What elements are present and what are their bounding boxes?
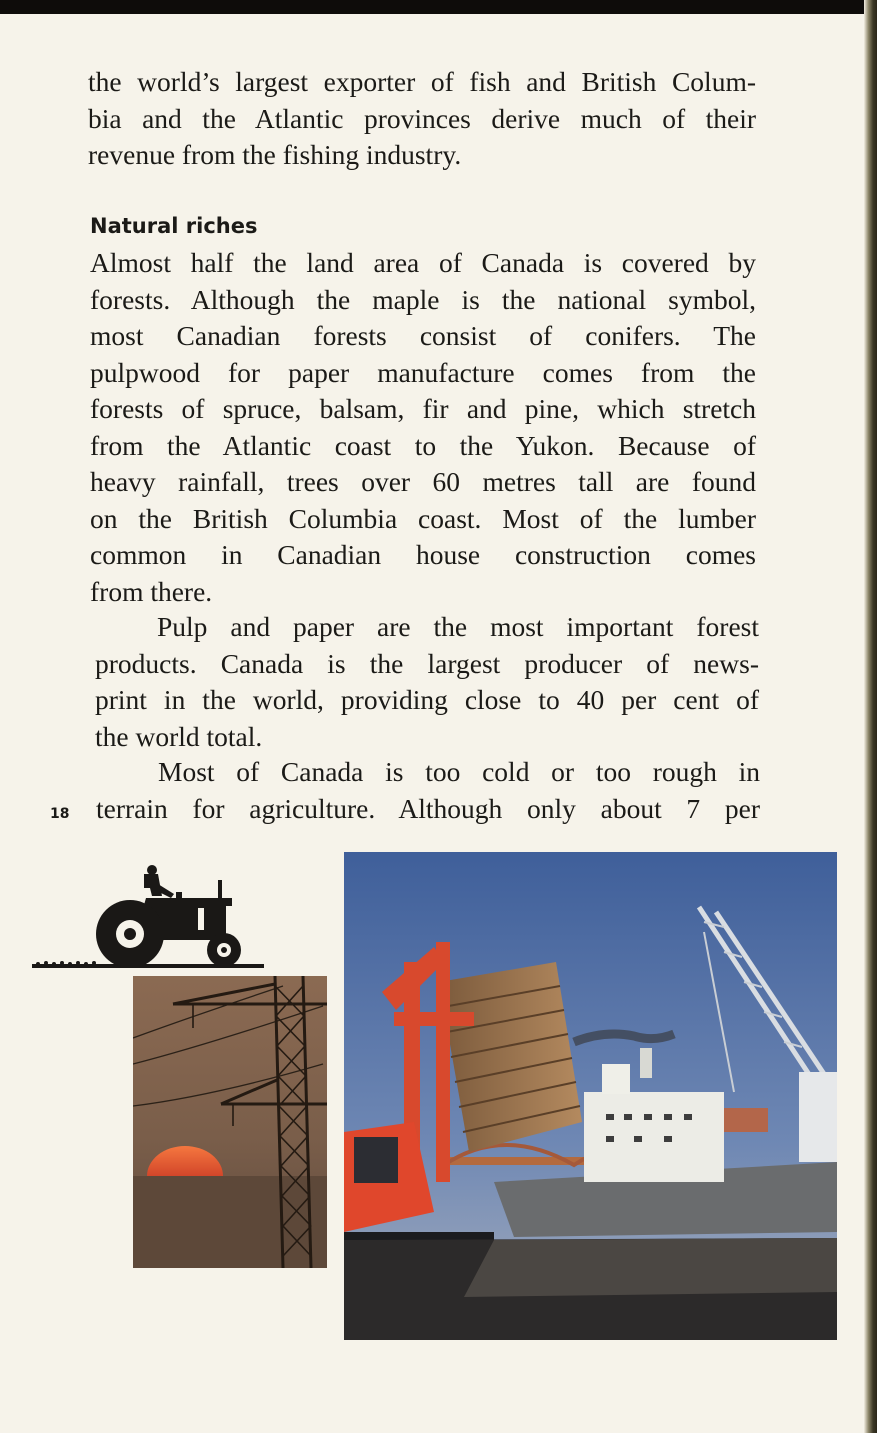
text-line: the world total.: [95, 720, 263, 752]
text-line: forests. Although the maple is the national symbol,: [90, 283, 756, 315]
text-line: pulpwood for paper manufacture comes from the: [90, 356, 756, 388]
text-line: bia and the Atlantic provinces derive much of their: [88, 102, 756, 134]
text-line: on the British Columbia coast. Most of the lumber: [90, 502, 756, 534]
text-line: Almost half the land area of Canada is covered by: [90, 247, 756, 278]
page-top-edge: [0, 0, 877, 14]
section-heading: Natural riches: [90, 214, 258, 238]
text-line: from there.: [90, 575, 213, 607]
harbour-photo: [344, 852, 837, 1340]
text-line: Pulp and paper are the most important forest: [157, 611, 759, 642]
book-spine-edge: [864, 0, 877, 1433]
page-number: 18: [50, 806, 70, 822]
tractor-icon: [28, 860, 268, 976]
text-line: terrain for agriculture. Although only about 7 per: [96, 792, 760, 824]
text-line: print in the world, providing close to 40 per cent of: [95, 684, 759, 715]
text-line: most Canadian forests consist of conifers. The: [90, 320, 756, 351]
pulp-paragraph: [95, 609, 759, 755]
text-line: products. Canada is the largest producer of news-: [95, 647, 759, 679]
text-line: revenue from the fishing industry.: [88, 139, 462, 170]
agriculture-paragraph: [96, 754, 760, 827]
pylon-photo: [133, 976, 327, 1268]
forest-paragraph: [90, 245, 756, 610]
text-line: Most of Canada is too cold or too rough in: [158, 756, 760, 787]
text-line: common in Canadian house construction comes: [90, 539, 756, 570]
intro-paragraph: [88, 64, 756, 174]
text-line: the world’s largest exporter of fish and British Colum-: [88, 66, 756, 97]
text-line: heavy rainfall, trees over 60 metres tall are found: [90, 466, 756, 497]
text-line: forests of spruce, balsam, fir and pine, which stretch: [90, 393, 756, 424]
text-line: from the Atlantic coast to the Yukon. Because of: [90, 429, 756, 461]
